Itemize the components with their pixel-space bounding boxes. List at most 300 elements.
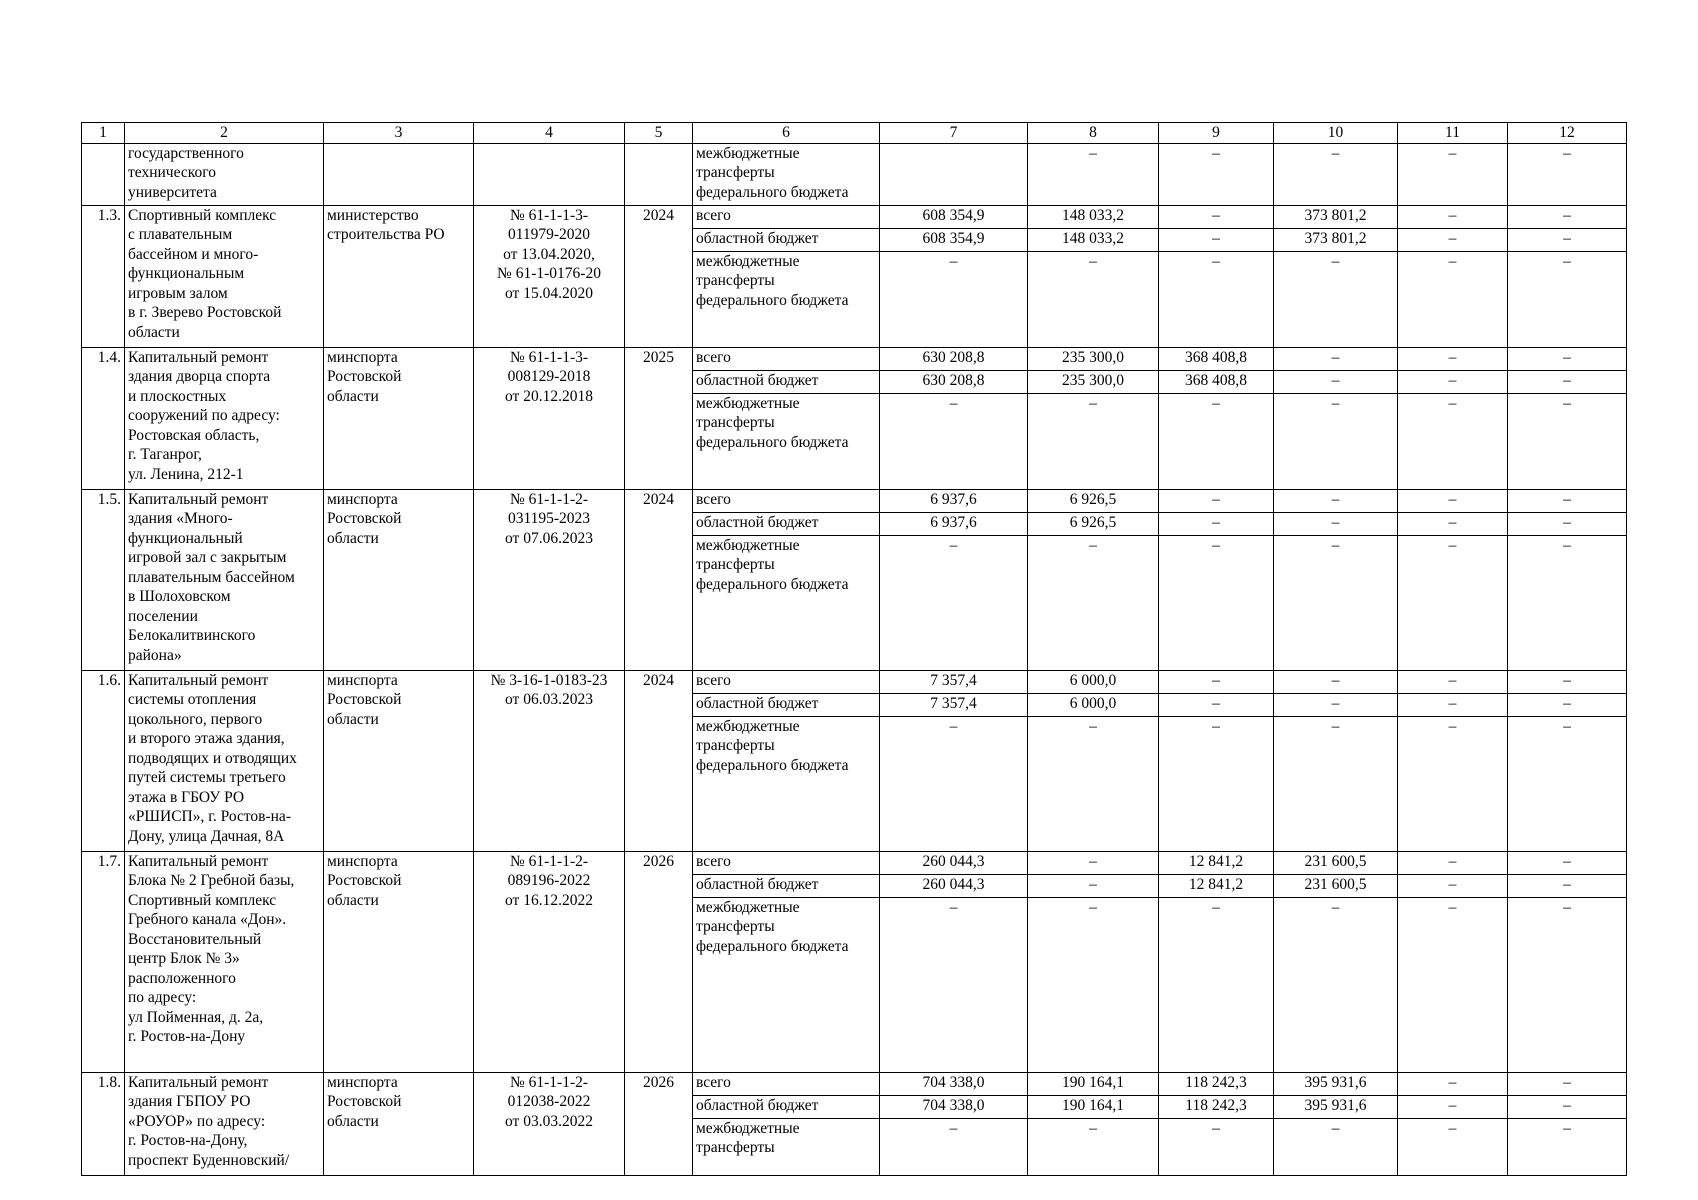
value-cell-text: 6 937,6 — [930, 513, 977, 531]
value-cell-text: – — [1563, 852, 1571, 870]
object-name-cell-text: Капитальный ремонт здания «Много- функциональный игровой зал с закрытым плавательным бассейном в Шолоховском поселении Белокалитвинского района» — [128, 490, 295, 664]
value-cell-text: – — [1448, 1096, 1457, 1114]
column-number: 5 — [625, 123, 693, 144]
column-numbers-row — [82, 123, 1627, 144]
value-cell-text: 118 242,3 — [1185, 1073, 1247, 1091]
value-cell — [1508, 1072, 1627, 1095]
value-cell-text: – — [1212, 513, 1220, 531]
value-cell — [1028, 716, 1159, 851]
value-cell — [1159, 716, 1274, 851]
year-cell-text: 2026 — [643, 852, 674, 870]
funding-source-cell — [693, 347, 880, 370]
funding-source-cell-text: областной бюджет — [696, 694, 819, 712]
value-cell — [1159, 251, 1274, 347]
value-cell — [1508, 535, 1627, 670]
value-cell-text: – — [1089, 898, 1097, 916]
value-cell-text: – — [1563, 694, 1571, 712]
value-cell — [1508, 251, 1627, 347]
funding-source-cell-text: межбюджетные трансферты федерального бюджета — [696, 252, 849, 309]
value-cell — [1274, 535, 1398, 670]
value-cell — [1028, 347, 1159, 370]
value-cell — [1159, 347, 1274, 370]
value-cell-text: – — [1331, 348, 1340, 366]
value-cell-text: 608 354,9 — [922, 206, 985, 224]
value-cell — [1508, 1095, 1627, 1118]
year-cell — [625, 851, 693, 1072]
organization-cell-text: минспорта Ростовской области — [327, 490, 402, 547]
value-cell-text: 7 357,4 — [930, 671, 977, 689]
value-cell — [1159, 874, 1274, 897]
value-cell — [1398, 1118, 1508, 1175]
value-cell — [880, 535, 1028, 670]
value-cell-text: – — [1212, 490, 1220, 508]
value-cell — [880, 851, 1028, 874]
funding-source-cell-text: всего — [696, 348, 731, 366]
value-cell-text: – — [1331, 513, 1340, 531]
value-cell-text: – — [1212, 1119, 1220, 1137]
value-cell — [1028, 228, 1159, 251]
value-cell-text: – — [1448, 252, 1457, 270]
column-number: 2 — [125, 123, 324, 144]
value-cell — [1159, 1118, 1274, 1175]
value-cell — [1159, 228, 1274, 251]
value-cell-text: 704 338,0 — [922, 1073, 985, 1091]
value-cell — [1028, 251, 1159, 347]
value-cell-text: – — [949, 717, 958, 735]
value-cell-text: – — [949, 1119, 958, 1137]
funding-source-cell — [693, 370, 880, 393]
value-cell-text: – — [1448, 229, 1457, 247]
funding-source-cell-text: всего — [696, 671, 731, 689]
value-cell-text: – — [1331, 1119, 1340, 1137]
value-cell-text: 6 926,5 — [1069, 513, 1117, 531]
funding-source-cell — [693, 716, 880, 851]
item-number-cell — [82, 851, 125, 1072]
value-cell-text: 148 033,2 — [1062, 206, 1124, 224]
value-cell-text: 6 926,5 — [1069, 490, 1117, 508]
value-cell-text: – — [1331, 717, 1340, 735]
value-cell-text: – — [1563, 875, 1571, 893]
item-number-cell-text: 1.6. — [97, 671, 121, 689]
value-cell-text: 373 801,2 — [1304, 206, 1367, 224]
value-cell-text: – — [1563, 252, 1571, 270]
value-cell-text: – — [1331, 490, 1340, 508]
object-name-cell — [125, 1072, 324, 1175]
item-number-cell — [82, 1072, 125, 1175]
value-cell-text: 12 841,2 — [1188, 852, 1244, 870]
value-cell-text: – — [1212, 229, 1220, 247]
column-number: 4 — [474, 123, 625, 144]
value-cell-text: 395 931,6 — [1304, 1073, 1367, 1091]
funding-source-cell — [693, 228, 880, 251]
value-cell-text: – — [1448, 206, 1457, 224]
value-cell — [1508, 897, 1627, 1072]
value-cell — [1508, 874, 1627, 897]
year-cell — [625, 205, 693, 347]
value-cell-text: – — [1563, 348, 1571, 366]
value-cell — [880, 693, 1028, 716]
item-number-cell-text: 1.7. — [97, 852, 121, 870]
document-cell-text: № 61-1-1-2- 031195-2023 от 07.06.2023 — [505, 490, 593, 547]
value-cell-text: – — [1563, 1073, 1571, 1091]
value-cell — [1159, 1095, 1274, 1118]
funding-source-cell — [693, 1118, 880, 1175]
value-cell — [1398, 205, 1508, 228]
value-cell — [1159, 205, 1274, 228]
value-cell — [1508, 1118, 1627, 1175]
object-name-cell — [125, 205, 324, 347]
value-cell — [1508, 693, 1627, 716]
value-cell — [880, 874, 1028, 897]
item-number-cell-text: 1.5. — [97, 490, 121, 508]
item-number-cell-text: 1.8. — [97, 1073, 121, 1091]
document-cell-text: № 61-1-1-2- 089196-2022 от 16.12.2022 — [505, 852, 593, 909]
year-cell-text: 2026 — [643, 1073, 674, 1091]
value-cell — [880, 716, 1028, 851]
value-cell — [1159, 693, 1274, 716]
value-cell — [1028, 370, 1159, 393]
funding-source-cell — [693, 693, 880, 716]
value-cell — [1398, 897, 1508, 1072]
document-cell — [474, 143, 625, 205]
year-cell — [625, 1072, 693, 1175]
value-cell — [1274, 370, 1398, 393]
funding-source-cell: межбюджетные трансферты федерального бюджета — [693, 143, 880, 205]
value-cell — [1159, 535, 1274, 670]
value-cell — [1274, 347, 1398, 370]
object-name-cell-text: Капитальный ремонт здания дворца спорта и плоскостных сооружений по адресу: Ростовская область, г. Таганрог, ул. Ленина, 212-1 — [128, 348, 280, 483]
table-row — [82, 670, 1627, 693]
object-name-cell-text: Капитальный ремонт Блока № 2 Гребной базы, Спортивный комплекс Гребного канала «Дон». Восстановительный центр Блок № 3» расположенного по адресу: ул Пойменная, д. 2а, г. Ростов-на-Дону — [128, 852, 295, 1045]
year-cell-text: 2024 — [643, 206, 674, 224]
funding-source-cell — [693, 1072, 880, 1095]
value-cell — [1159, 670, 1274, 693]
value-cell — [1028, 512, 1159, 535]
value-cell — [1274, 851, 1398, 874]
value-cell-text: – — [1448, 852, 1457, 870]
item-number-cell — [82, 489, 125, 670]
value-cell-text: – — [1089, 717, 1097, 735]
value-cell-text: – — [1448, 371, 1457, 389]
value-cell-text: – — [1563, 536, 1571, 554]
value-cell — [1398, 512, 1508, 535]
value-cell — [1159, 897, 1274, 1072]
funding-source-cell — [693, 489, 880, 512]
table-row — [82, 851, 1627, 874]
investment-objects-table — [81, 122, 1627, 1176]
document-cell-text: № 61-1-1-3- 011979-2020 от 13.04.2020, № 61-1-0176-20 от 15.04.2020 — [497, 206, 601, 302]
organization-cell — [324, 143, 474, 205]
value-cell-text: 148 033,2 — [1062, 229, 1124, 247]
value-cell — [880, 512, 1028, 535]
value-cell-text: 190 164,1 — [1062, 1096, 1124, 1114]
value-cell-text: – — [1331, 252, 1340, 270]
funding-source-cell-text: областной бюджет — [696, 875, 819, 893]
funding-source-cell — [693, 251, 880, 347]
item-number-cell — [82, 205, 125, 347]
value-cell-text: 231 600,5 — [1304, 875, 1367, 893]
value-cell — [1508, 716, 1627, 851]
value-cell-text: 630 208,8 — [922, 348, 985, 366]
organization-cell-text: минспорта Ростовской области — [327, 852, 402, 909]
value-cell-text: – — [1563, 206, 1571, 224]
value-cell-text: 395 931,6 — [1304, 1096, 1367, 1114]
funding-source-cell-text: всего — [696, 852, 731, 870]
funding-source-cell-text: областной бюджет — [696, 513, 819, 531]
value-cell-text: – — [1212, 717, 1220, 735]
value-cell — [1274, 393, 1398, 489]
object-name-cell — [125, 489, 324, 670]
document-cell — [474, 205, 625, 347]
value-cell-text: – — [1563, 898, 1571, 916]
column-number: 9 — [1159, 123, 1274, 144]
value-cell-text: – — [1563, 1119, 1571, 1137]
organization-cell-text: минспорта Ростовской области — [327, 348, 402, 405]
value-cell — [1028, 670, 1159, 693]
document-cell-text: № 61-1-1-3- 008129-2018 от 20.12.2018 — [505, 348, 593, 405]
value-cell — [1274, 874, 1398, 897]
value-cell — [1028, 693, 1159, 716]
year-cell — [625, 489, 693, 670]
value-cell — [1398, 874, 1508, 897]
value-cell: – — [1274, 143, 1398, 205]
column-number: 12 — [1508, 123, 1627, 144]
value-cell — [1028, 874, 1159, 897]
value-cell-text: – — [949, 252, 958, 270]
value-cell — [1508, 851, 1627, 874]
value-cell: – — [1508, 143, 1627, 205]
value-cell — [1274, 228, 1398, 251]
value-cell-text: – — [1212, 694, 1220, 712]
document-cell — [474, 851, 625, 1072]
value-cell-text: – — [949, 394, 958, 412]
funding-source-cell — [693, 205, 880, 228]
value-cell-text: – — [1448, 898, 1457, 916]
value-cell-text: 368 408,8 — [1185, 348, 1247, 366]
value-cell — [1398, 670, 1508, 693]
funding-source-cell — [693, 874, 880, 897]
funding-source-cell-text: межбюджетные трансферты федерального бюджета — [696, 898, 849, 955]
value-cell — [1398, 1072, 1508, 1095]
value-cell — [880, 489, 1028, 512]
item-number-cell-text: 1.4. — [97, 348, 121, 366]
value-cell — [1274, 1072, 1398, 1095]
value-cell-text: 260 044,3 — [922, 875, 985, 893]
value-cell — [1159, 1072, 1274, 1095]
document-cell-text: № 61-1-1-2- 012038-2022 от 03.03.2022 — [505, 1073, 593, 1130]
value-cell — [1508, 370, 1627, 393]
object-name-cell-text: Спортивный комплекс с плавательным бассейном и много- функциональным игровым залом в г. Зверево Ростовской области — [128, 206, 282, 341]
value-cell — [1028, 1095, 1159, 1118]
value-cell — [1159, 393, 1274, 489]
value-cell-text: 12 841,2 — [1188, 875, 1244, 893]
value-cell — [1398, 851, 1508, 874]
value-cell-text: – — [1331, 371, 1340, 389]
item-number-cell — [82, 143, 125, 205]
column-number: 3 — [324, 123, 474, 144]
funding-source-cell-text: межбюджетные трансферты федерального бюджета — [696, 717, 849, 774]
value-cell-text: – — [949, 898, 958, 916]
value-cell — [1159, 512, 1274, 535]
value-cell-text: – — [1448, 490, 1457, 508]
value-cell-text: 7 357,4 — [930, 694, 977, 712]
document-cell — [474, 670, 625, 851]
document-cell — [474, 1072, 625, 1175]
value-cell-text: – — [1448, 536, 1457, 554]
value-cell-text: – — [1448, 1119, 1457, 1137]
value-cell — [1398, 228, 1508, 251]
value-cell — [1508, 489, 1627, 512]
value-cell-text: 231 600,5 — [1304, 852, 1367, 870]
table-row — [82, 205, 1627, 228]
value-cell-text: – — [1448, 1073, 1457, 1091]
funding-source-cell — [693, 512, 880, 535]
column-number: 11 — [1398, 123, 1508, 144]
value-cell — [880, 1072, 1028, 1095]
year-cell-text: 2025 — [643, 348, 674, 366]
value-cell — [880, 1095, 1028, 1118]
funding-source-cell-text: межбюджетные трансферты федерального бюджета — [696, 536, 849, 593]
value-cell — [1508, 205, 1627, 228]
value-cell-text: – — [1212, 252, 1220, 270]
value-cell-text: – — [1331, 671, 1340, 689]
organization-cell — [324, 347, 474, 489]
organization-cell-text: министерство строительства РО — [327, 206, 445, 243]
object-name-cell: государственного технического университета — [125, 143, 324, 205]
value-cell — [1274, 205, 1398, 228]
value-cell — [880, 347, 1028, 370]
value-cell-text: – — [1331, 536, 1340, 554]
value-cell — [1508, 670, 1627, 693]
value-cell — [1028, 897, 1159, 1072]
value-cell — [1508, 393, 1627, 489]
funding-source-cell-text: всего — [696, 206, 731, 224]
value-cell-text: 6 000,0 — [1069, 694, 1117, 712]
organization-cell — [324, 1072, 474, 1175]
value-cell-text: 6 000,0 — [1069, 671, 1117, 689]
value-cell-text: – — [1212, 206, 1220, 224]
item-number-cell-text: 1.3. — [97, 206, 121, 224]
value-cell — [880, 251, 1028, 347]
column-number: 10 — [1274, 123, 1398, 144]
value-cell — [880, 143, 1028, 205]
value-cell — [1028, 205, 1159, 228]
value-cell-text: 6 937,6 — [930, 490, 977, 508]
value-cell — [1398, 1095, 1508, 1118]
funding-source-cell-text: областной бюджет — [696, 229, 819, 247]
value-cell-text: – — [1448, 717, 1457, 735]
value-cell — [1274, 670, 1398, 693]
value-cell — [1274, 251, 1398, 347]
continued-row — [82, 143, 1627, 205]
value-cell — [1274, 693, 1398, 716]
funding-source-cell-text: межбюджетные трансферты — [696, 1119, 800, 1156]
object-name-cell-text: Капитальный ремонт системы отопления цокольного, первого и второго этажа здания, подводящих и отводящих путей системы третьего этажа в ГБОУ РО «РШИСП», г. Ростов-на- Дону, улица Дачная, 8А — [128, 671, 297, 845]
value-cell — [1274, 1118, 1398, 1175]
funding-source-cell — [693, 670, 880, 693]
organization-cell — [324, 851, 474, 1072]
value-cell-text: – — [1448, 694, 1457, 712]
year-cell-text: 2024 — [643, 671, 674, 689]
value-cell — [1274, 1095, 1398, 1118]
value-cell — [1274, 716, 1398, 851]
funding-source-cell-text: областной бюджет — [696, 1096, 819, 1114]
value-cell-text: 373 801,2 — [1304, 229, 1367, 247]
value-cell-text: 630 208,8 — [922, 371, 985, 389]
column-number: 6 — [693, 123, 880, 144]
value-cell — [1398, 393, 1508, 489]
organization-cell-text: минспорта Ростовской области — [327, 1073, 402, 1130]
funding-source-cell — [693, 535, 880, 670]
funding-source-cell — [693, 1095, 880, 1118]
funding-source-cell-text: областной бюджет — [696, 371, 819, 389]
organization-cell — [324, 205, 474, 347]
value-cell — [1274, 512, 1398, 535]
year-cell — [625, 143, 693, 205]
value-cell-text: – — [1331, 898, 1340, 916]
document-cell — [474, 489, 625, 670]
value-cell: – — [1159, 143, 1274, 205]
value-cell-text: – — [1448, 394, 1457, 412]
funding-source-cell-text: межбюджетные трансферты федерального бюджета — [696, 394, 849, 451]
value-cell-text: 190 164,1 — [1062, 1073, 1124, 1091]
value-cell-text: – — [1563, 717, 1571, 735]
value-cell — [1159, 370, 1274, 393]
column-number: 8 — [1028, 123, 1159, 144]
value-cell-text: 235 300,0 — [1062, 371, 1124, 389]
value-cell-text: – — [1563, 490, 1571, 508]
value-cell-text: – — [949, 536, 958, 554]
value-cell — [1028, 393, 1159, 489]
value-cell — [1028, 1118, 1159, 1175]
value-cell-text: – — [1212, 671, 1220, 689]
value-cell — [1398, 716, 1508, 851]
value-cell — [1508, 512, 1627, 535]
value-cell — [880, 228, 1028, 251]
value-cell-text: – — [1212, 536, 1220, 554]
value-cell-text: – — [1563, 1096, 1571, 1114]
item-number-cell — [82, 670, 125, 851]
value-cell-text: 704 338,0 — [922, 1096, 985, 1114]
object-name-cell-text: Капитальный ремонт здания ГБПОУ РО «РОУОР» по адресу: г. Ростов-на-Дону, проспект Буденновский/ — [128, 1073, 290, 1169]
funding-source-cell-text: всего — [696, 490, 731, 508]
value-cell — [1274, 897, 1398, 1072]
value-cell-text: – — [1448, 348, 1457, 366]
value-cell — [1398, 489, 1508, 512]
value-cell — [1398, 347, 1508, 370]
value-cell — [1028, 535, 1159, 670]
value-cell-text: – — [1448, 875, 1457, 893]
organization-cell-text: минспорта Ростовской области — [327, 671, 402, 728]
value-cell — [1398, 251, 1508, 347]
value-cell — [880, 1118, 1028, 1175]
table-row — [82, 347, 1627, 370]
value-cell-text: 260 044,3 — [922, 852, 985, 870]
object-name-cell — [125, 347, 324, 489]
value-cell-text: 118 242,3 — [1185, 1096, 1247, 1114]
value-cell-text: – — [1563, 671, 1571, 689]
value-cell-text: – — [1331, 694, 1340, 712]
value-cell — [1508, 228, 1627, 251]
value-cell — [880, 393, 1028, 489]
organization-cell — [324, 489, 474, 670]
value-cell — [1028, 851, 1159, 874]
funding-source-cell — [693, 897, 880, 1072]
value-cell-text: – — [1563, 513, 1571, 531]
value-cell — [880, 370, 1028, 393]
value-cell — [880, 670, 1028, 693]
object-name-cell — [125, 670, 324, 851]
